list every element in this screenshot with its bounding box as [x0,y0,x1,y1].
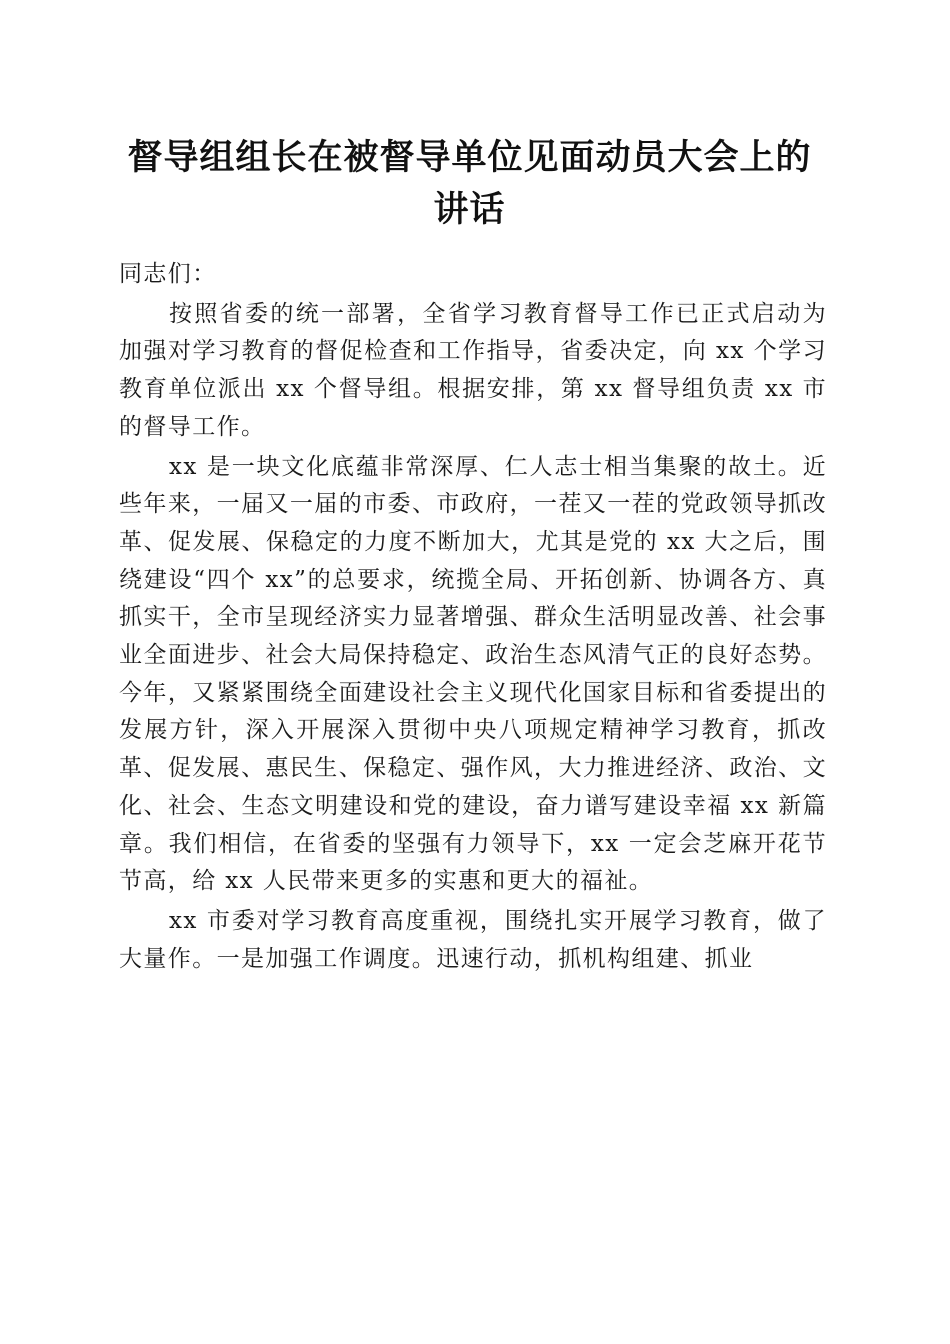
greeting: 同志们： [119,261,217,287]
document-body [119,256,827,978]
paragraph-2: xx 是一块文化底蕴非常深厚、仁人志士相当集聚的故土。近些年来，一届又一届的市委、市政府，一茬又一茬的党政领导抓改革、促发展、保稳定的力度不断加大，尤其是党的 xx 大之后，围绕建设“四个 xx”的总要求，统揽全局、开拓创新、协调各方、真抓实干，全市呈现经济实力显著增强、群众生活明显改善、社会事业全面进步、社会大局保持稳定、政治生态风清气正的良好态势。今年，又紧紧围绕全面建设社会主义现代化国家目标和省委提出的发展方针，深入开展深入贯彻中央八项规定精神学习教育，抓改革、促发展、惠民生、保稳定、强作风，大力推进经济、政治、文化、社会、生态文明建设和党的建设，奋力谱写建设幸福 xx 新篇章。我们相信，在省委的坚强有力领导下，xx 一定会芝麻开花节节高，给 xx 人民带来更多的实惠和更大的福祉。 [119,453,827,895]
document-title: 督导组组长在被督导单位见面动员大会上的讲话 [127,137,812,230]
paragraph-3: xx 市委对学习教育高度重视，围绕扎实开展学习教育，做了大量作。一是加强工作调度。迅速行动，抓机构组建、抓业 [119,907,827,972]
paragraph-1: 按照省委的统一部署，全省学习教育督导工作已正式启动为加强对学习教育的督促检查和工作指导，省委决定，向 xx 个学习教育单位派出 xx 个督导组。根据安排，第 xx 督导组负责 xx 市的督导工作。 [119,300,827,440]
